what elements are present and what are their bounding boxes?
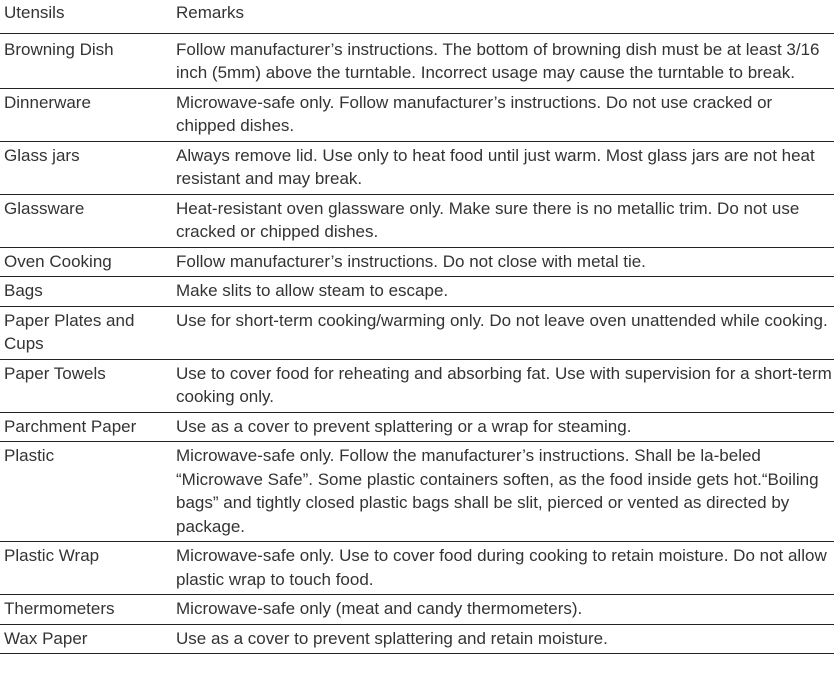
table-row — [0, 359, 834, 412]
table-row — [0, 141, 834, 194]
remark-cell: Microwave-safe only. Follow the manufacturer’s instructions. Shall be la-beled “Microwave Safe”. Some plastic containers soften, as the food inside gets hot.“Boiling bags” and tightly closed plastic bags shall be slit, pierced or vented as directed by package. — [176, 446, 819, 536]
utensil-cell: Oven Cooking — [4, 251, 112, 271]
remark-cell: Use as a cover to prevent splattering and retain moisture. — [176, 628, 608, 648]
table-row — [0, 33, 834, 88]
table-row — [0, 624, 834, 654]
header-utensils: Utensils — [4, 3, 65, 22]
remark-cell: Microwave-safe only (meat and candy thermometers). — [176, 599, 583, 618]
table-row — [0, 306, 834, 359]
remark-cell: Microwave-safe only. Use to cover food during cooking to retain moisture. Do not allow plastic wrap to touch food. — [176, 546, 827, 589]
table-row — [0, 542, 834, 595]
utensil-cell: Glass jars — [4, 145, 80, 165]
table-row — [0, 442, 834, 542]
utensil-cell: Parchment Paper — [4, 416, 137, 436]
table-row — [0, 88, 834, 141]
table-row — [0, 247, 834, 277]
utensil-cell: Dinnerware — [4, 92, 91, 112]
utensil-cell: Browning Dish — [4, 39, 114, 59]
remark-cell: Use to cover food for reheating and absorbing fat. Use with supervision for a short-term cooking only. — [176, 363, 832, 406]
remark-cell: Always remove lid. Use only to heat food until just warm. Most glass jars are not heat resistant and may break. — [176, 145, 815, 188]
table-row — [0, 412, 834, 442]
utensil-cell: Glassware — [4, 198, 85, 218]
utensil-cell: Plastic Wrap — [4, 546, 100, 565]
table-header-row — [0, 0, 834, 33]
remark-cell: Heat-resistant oven glassware only. Make sure there is no metallic trim. Do not use cracked or chipped dishes. — [176, 198, 800, 241]
table-row — [0, 277, 834, 307]
utensil-cell: Bags — [4, 281, 43, 300]
utensil-cell: Plastic — [4, 446, 55, 465]
remark-cell: Make slits to allow steam to escape. — [176, 281, 449, 300]
utensil-cell: Wax Paper — [4, 628, 88, 648]
remark-cell: Follow manufacturer’s instructions. The bottom of browning dish must be at least 3/16 inch (5mm) above the turntable. Incorrect usage may cause the turntable to break. — [176, 39, 820, 82]
utensil-cell: Paper Plates and Cups — [4, 310, 135, 353]
table-row — [0, 595, 834, 625]
remark-cell: Use as a cover to prevent splattering or a wrap for steaming. — [176, 416, 632, 436]
utensil-cell: Paper Towels — [4, 363, 106, 383]
utensil-cell: Thermometers — [4, 599, 115, 618]
remark-cell: Follow manufacturer’s instructions. Do not close with metal tie. — [176, 251, 646, 271]
remark-cell: Use for short-term cooking/warming only. Do not leave oven unattended while cooking. — [176, 310, 828, 330]
remark-cell: Microwave-safe only. Follow manufacturer’s instructions. Do not use cracked or chipped dishes. — [176, 92, 773, 135]
header-remarks: Remarks — [176, 3, 245, 22]
table-row — [0, 194, 834, 247]
